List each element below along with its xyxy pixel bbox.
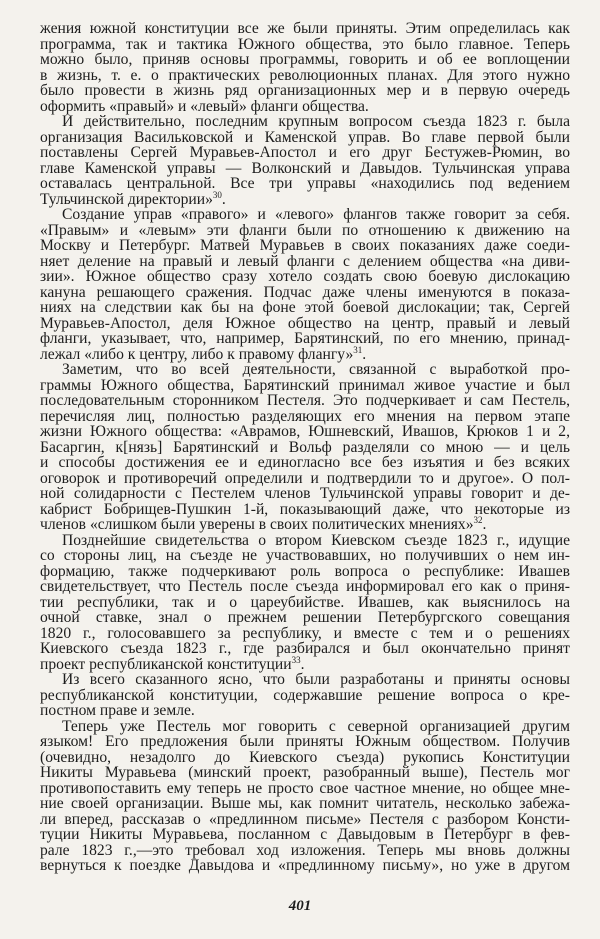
line-text: «Правым» и «левым» эти фланги были по отношению к движению на (40, 221, 570, 239)
line-text: оставалась центральной. Все три управы «находились под ведением (40, 175, 570, 192)
text-line (40, 36, 570, 53)
text-line (40, 253, 570, 270)
text-line (40, 640, 570, 657)
text-line (40, 361, 570, 378)
line-text: программа, так и тактика Южного общества, это было главное. Теперь (40, 35, 570, 53)
line-text: Теперь уже Пестель мог говорить с северной организацией другим (62, 717, 570, 735)
text-line (40, 423, 570, 440)
line-text: формацию, также подчеркивают роль вопроса о республике: Ивашев (40, 562, 570, 580)
line-text: Никиты Муравьева (минский проект, разобранный выше), Пестель мог (40, 764, 570, 781)
line-text: можно было, приняв основы программы, говорить и об ее воплощении (40, 51, 570, 68)
text-line (40, 501, 570, 518)
text-line (40, 175, 570, 192)
line-text: постном праве и земле. (40, 702, 195, 719)
text-line (40, 532, 570, 549)
text-line (40, 687, 570, 704)
text-line (40, 718, 570, 735)
text-line (40, 764, 570, 781)
line-text: 1820 г., голосовавшего за республику, и вместе с тем и о решениях (40, 624, 570, 642)
text-line (40, 377, 570, 394)
line-text: было провести в жизнь ряд организационных мер и в первую очередь (40, 82, 570, 99)
text-line (40, 439, 570, 456)
line-text: ли вперед, рассказав о «предлинном письме» Пестеля с разбором Консти- (40, 810, 570, 828)
text-line: проект республиканской конституции$^{33}$. (40, 654, 305, 673)
line-text: лежал «либо к центру, либо к правому флангу» (40, 345, 354, 363)
line-text: кабрист Бобрищев-Пушкин 1-й, показывающий даже, что некоторые из (40, 500, 570, 518)
line-text: туции Никиты Муравьева, посланном с Давыдовым в Петербург в фев- (40, 826, 570, 843)
text-line (40, 485, 570, 502)
text-line (40, 20, 570, 37)
line-text: ной солидарности с Пестелем членов Тульчинской управы говорит и де- (40, 485, 570, 502)
line-text: Киевского съезда 1823 г., где разбирался и был окончательно принят (40, 640, 570, 657)
line-text: проект республиканской конституции (40, 655, 292, 673)
footnote-ref: 31 (353, 344, 363, 355)
text-line (40, 625, 570, 642)
line-text: перечисляя лиц, полностью разделяющих его мнения на первом этапе (40, 407, 570, 425)
text-line (40, 857, 570, 874)
text-line (40, 237, 570, 254)
line-text: ниях на следствии как бы на фоне этой боевой дислокации; так, Сергей (40, 299, 570, 316)
line-text: Муравьев-Апостол, деля Южное общество на центр, правый и левый (40, 314, 570, 332)
text-line (40, 749, 570, 766)
line-text: кануна решающего сражения. Подчас даже члены именуются в показа- (40, 283, 570, 301)
text-line (40, 671, 570, 688)
text-line (40, 408, 570, 425)
line-text: граммы Южного общества, Барятинский принимал живое участие и был (40, 376, 570, 394)
line-text: противопоставить ему теперь не просто свое частное мнение, но общее мне- (40, 779, 570, 797)
text-line (40, 563, 570, 580)
text-line (40, 392, 570, 409)
text-line (40, 702, 570, 719)
line-text: в жизнь, т. е. о практических революционных планах. Для этого нужно (40, 66, 570, 84)
text-line (40, 795, 570, 812)
line-text: фланги, указывает, что, например, Барятинский, по его мнению, принад- (40, 330, 570, 347)
text-line (40, 67, 570, 84)
footnote-ref: 30 (212, 189, 222, 200)
line-text: няет деление на правый и левый фланги с делением общества «на диви- (40, 252, 570, 270)
line-text: Тульчинской директории» (40, 190, 213, 208)
line-text: Создание управ «правого» и «левого» флангов также говорит за себя. (62, 206, 570, 223)
text-line (40, 780, 570, 797)
line-text: оговорок и противоречий определили и подтвердили то и другое». О пол- (40, 469, 570, 487)
line-text: жения южной конституции все же были приняты. Этим определилась как (40, 20, 570, 37)
text-line (40, 330, 570, 347)
text-line (40, 547, 570, 564)
text-line (40, 144, 570, 161)
text-line (40, 268, 570, 285)
line-text: Позднейшие свидетельства о втором Киевском съезде 1823 г., идущие (62, 531, 570, 549)
text-line (40, 826, 570, 843)
text-line (40, 284, 570, 301)
text-line: лежал «либо к центру, либо к правому флангу»$^{31}$. (40, 344, 367, 363)
text-line: членов «слишком были уверены в своих политических мнениях»$^{32}$. (40, 515, 487, 533)
page-number: 401 (288, 898, 312, 914)
line-text: жизни Южного общества: «Аврамов, Юшневский, Ивашов, Крюков 1 и 2, (40, 423, 570, 440)
line-text: тии республики, так и о цареубийстве. Ивашев, как выяснилось на (40, 593, 570, 611)
line-text: очной ставке, знал о прежнем решении Петербургского совещания (40, 609, 570, 626)
text-line (40, 842, 570, 859)
document-page (40, 20, 570, 925)
text-line (40, 811, 570, 828)
line-text: Москву и Петербург. Матвей Муравьев в своих показаниях даже соеди- (40, 237, 570, 254)
text-line (40, 578, 570, 595)
line-text: главе Каменской управы — Волконский и Давыдов. Тульчинская управа (40, 159, 570, 177)
text-line (40, 129, 570, 146)
line-text: рале 1823 г.,—это требовал ход изложения. Теперь мы вновь должны (40, 841, 570, 859)
text-line (40, 315, 570, 332)
line-text: поставлены Сергей Муравьев-Апостол и его друг Бестужев-Рюмин, во (40, 144, 570, 161)
text-line (40, 454, 570, 471)
text-line (40, 609, 570, 626)
text-line (40, 299, 570, 316)
line-text: членов «слишком были уверены в своих политических мнениях» (40, 516, 474, 533)
text-line (40, 733, 570, 750)
text-line (40, 594, 570, 611)
footnote-ref: 32 (473, 515, 483, 525)
line-text: организация Васильковской и Каменской управ. Во главе первой были (40, 128, 570, 146)
text-line (40, 206, 570, 223)
line-text: вернуться к поездке Давыдова и «предлинному письму», но уже в другом (40, 857, 570, 874)
text-line (40, 222, 570, 239)
line-text: Басаргин, к[нязь] Барятинский и Вольф разделяли со мною — и цель (40, 438, 570, 456)
line-text: оформить «правый» и «левый» фланги общества. (40, 97, 369, 115)
line-text: республиканской конституции, содержавшие решение вопроса о кре- (40, 686, 570, 704)
text-line (40, 82, 570, 99)
line-text: Из всего сказанного ясно, что были разработаны и приняты основы (62, 671, 570, 688)
text-line: Тульчинской директории»$^{30}$. (40, 189, 226, 208)
text-line (40, 51, 570, 68)
text-line (40, 160, 570, 177)
line-text: свидетельствует, что Пестель после съезда информировал его как о приня- (40, 578, 570, 595)
text-line (40, 98, 570, 115)
line-text: языком! Его предложения были приняты Южным обществом. Получив (40, 733, 570, 750)
footnote-ref: 33 (291, 654, 301, 665)
text-line (40, 113, 570, 130)
line-text: последовательным сторонником Пестеля. Это подчеркивает и сам Пестель, (40, 392, 570, 409)
line-text: (очевидно, незадолго до Киевского съезда) рукопись Конституции (40, 748, 570, 766)
line-text: Заметим, что во всей деятельности, связанной с выработкой про- (62, 361, 570, 378)
line-text: зии». Южное общество сразу хотело создать свою боевую дислокацию (40, 268, 570, 285)
line-text: И действительно, последним крупным вопросом съезда 1823 г. была (62, 113, 570, 130)
line-text: и способы достижения ее и единогласно все без изъятия и без всяких (40, 454, 570, 471)
line-text: ние своей организации. Выше мы, как помнит читатель, несколько забежа- (40, 795, 570, 812)
text-line (40, 470, 570, 487)
line-text: со стороны лиц, на съезде не участвовавших, но получивших о нем ин- (40, 547, 570, 564)
